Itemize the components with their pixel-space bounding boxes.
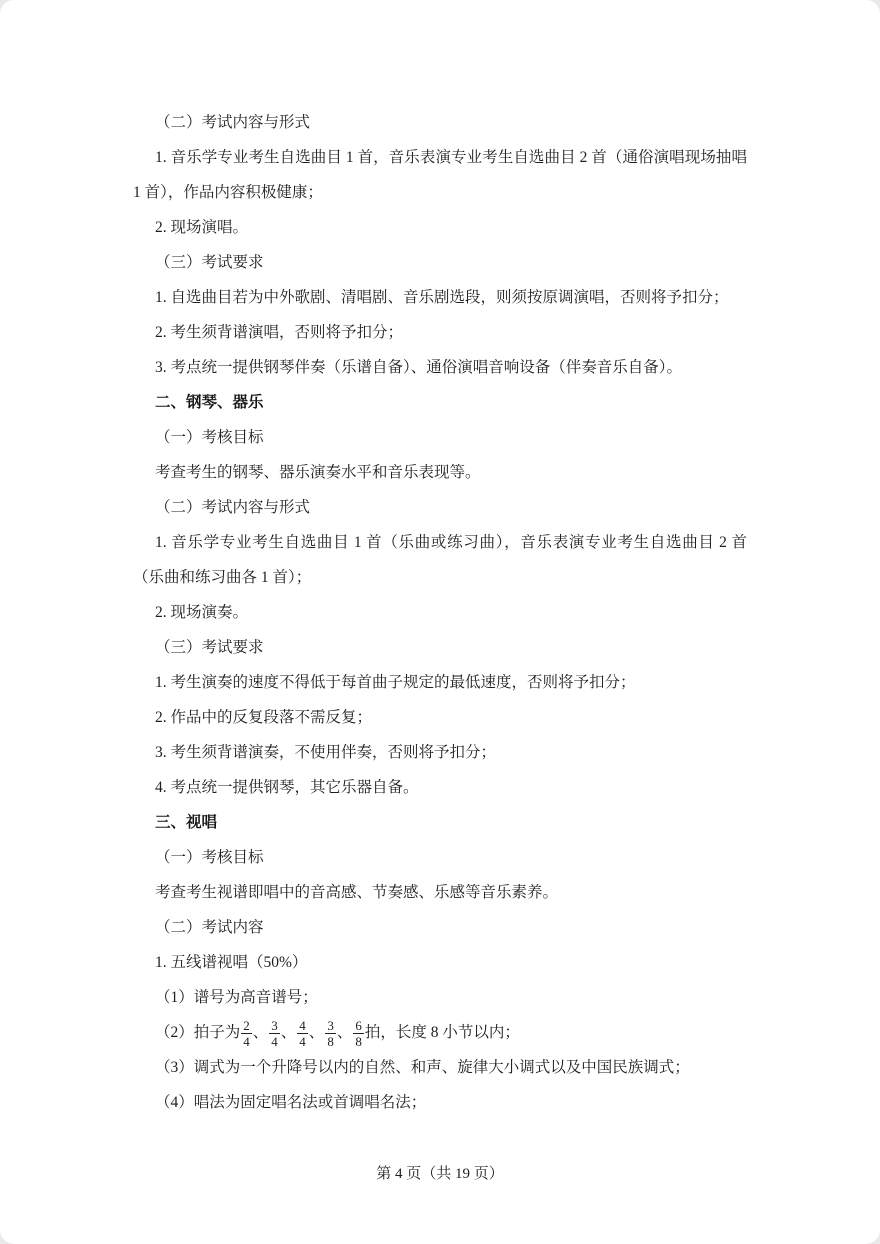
paragraph: 2. 作品中的反复段落不需反复； — [155, 709, 373, 726]
paragraph: 1. 自选曲目若为中外歌剧、清唱剧、音乐剧选段，则须按原调演唱，否则将予扣分； — [155, 289, 729, 306]
paragraph: 3. 考点统一提供钢琴伴奏（乐谱自备）、通俗演唱音响设备（伴奏音乐自备）。 — [155, 359, 683, 376]
sub-heading: （二）考试内容 — [155, 919, 264, 936]
paragraph: （3）调式为一个升降号以内的自然、和声、旋律大小调式以及中国民族调式； — [155, 1059, 690, 1076]
paragraph: 1. 音乐学专业考生自选曲目 1 首（乐曲或练习曲），音乐表演专业考生自选曲目 2 首（乐曲和练习曲各 1 首）； — [133, 534, 747, 586]
page-number-label: 第 4 页（共 19 页） — [376, 1166, 504, 1182]
section-heading: 三、视唱 — [155, 814, 218, 831]
sub-heading: （三）考试要求 — [155, 639, 264, 656]
paragraph: 1. 五线谱视唱（50%） — [155, 954, 308, 971]
page-footer — [0, 1164, 880, 1184]
paragraph: 1. 考生演奏的速度不得低于每首曲子规定的最低速度，否则将予扣分； — [155, 674, 636, 691]
time-signature-fraction: $\frac{3}{4}$ — [271, 1017, 278, 1049]
paragraph: （4）唱法为固定唱名法或首调唱名法； — [155, 1094, 427, 1111]
paragraph: 考查考生的钢琴、器乐演奏水平和音乐表现等。 — [155, 464, 481, 481]
time-signature-fraction: $\frac{4}{4}$ — [299, 1017, 306, 1049]
time-signature-fraction: $\frac{6}{8}$ — [355, 1017, 362, 1049]
paragraph: 1. 音乐学专业考生自选曲目 1 首，音乐表演专业考生自选曲目 2 首（通俗演唱现场抽唱 1 首），作品内容积极健康； — [133, 149, 747, 201]
sub-heading: （二）考试内容与形式 — [155, 499, 311, 516]
paragraph: 2. 现场演奏。 — [155, 604, 249, 621]
sub-heading: （一）考核目标 — [155, 429, 264, 446]
sub-heading: （二）考试内容与形式 — [155, 114, 311, 131]
time-signature-fraction: $\frac{2}{4}$ — [243, 1017, 250, 1049]
paragraph: 3. 考生须背谱演奏，不使用伴奏，否则将予扣分； — [155, 744, 497, 761]
sub-heading: （三）考试要求 — [155, 254, 264, 271]
time-signature-fraction: $\frac{3}{8}$ — [327, 1017, 334, 1049]
sub-heading: （一）考核目标 — [155, 849, 264, 866]
paragraph: 2. 考生须背谱演唱，否则将予扣分； — [155, 324, 404, 341]
section-heading: 二、钢琴、器乐 — [155, 394, 264, 411]
paragraph: 考查考生视谱即唱中的音高感、节奏感、乐感等音乐素养。 — [155, 884, 559, 901]
paragraph: 2. 现场演唱。 — [155, 219, 249, 236]
paragraph-time-signatures: （2）拍子为 $\frac{2}{4}$ 、 $\frac{3}{4}$ 、 $\frac{4}{4}$ 、 $\frac{3}{8}$ 、 $\frac{6}{8}$ 拍，长度 8 小节以内； — [155, 1017, 520, 1049]
paragraph: （1）谱号为高音谱号； — [155, 989, 318, 1006]
paragraph: 4. 考点统一提供钢琴，其它乐器自备。 — [155, 779, 419, 796]
